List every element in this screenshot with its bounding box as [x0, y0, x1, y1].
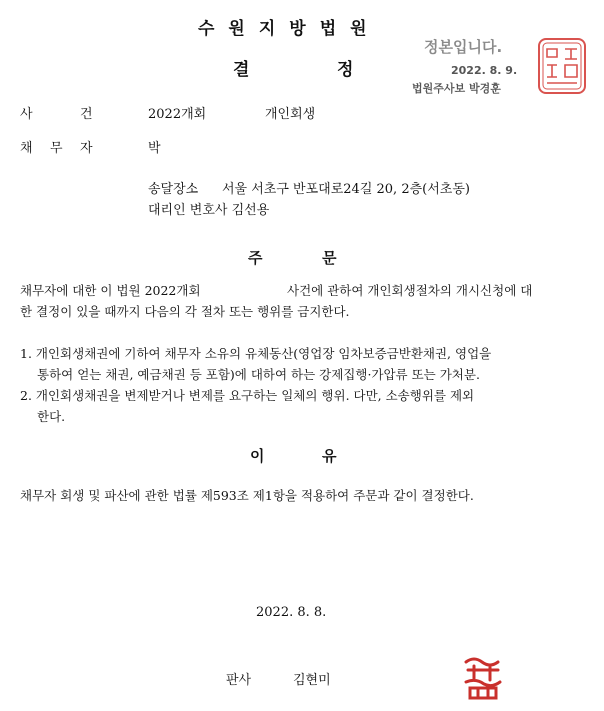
case-number: 2022개회	[148, 107, 207, 122]
order-item-1-line-1: 1. 개인회생채권에 기하여 채무자 소유의 유체동산(영업장 임차보증금반환채권, 영업을	[20, 346, 492, 361]
certification-clerk: 법원주사보 박경훈	[412, 82, 501, 95]
judge-label: 판사	[226, 673, 252, 688]
certification-date: 2022. 8. 9.	[451, 64, 518, 77]
debtor-label-char-2: 무	[50, 141, 63, 156]
order-item-2-line-2: 한다.	[37, 409, 66, 424]
reason-heading-char-2: 유	[322, 447, 337, 465]
delivery-address: 서울 서초구 반포대로24길 20, 2층(서초동)	[222, 182, 470, 197]
legal-agent: 대리인 변호사 김선용	[148, 203, 270, 218]
order-heading-char-2: 문	[322, 249, 337, 267]
reason-text: 채무자 회생 및 파산에 관한 법률 제593조 제1항을 적용하여 주문과 같이 결정한다.	[20, 488, 474, 503]
case-label-char-2: 건	[80, 107, 93, 122]
order-intro-part-2: 사건에 관하여 개인회생절차의 개시신청에 대	[287, 283, 533, 298]
debtor-label-char-1: 채	[20, 141, 33, 156]
doc-type-char-2: 정	[337, 60, 354, 80]
judge-name: 김현미	[293, 673, 331, 688]
order-heading-char-1: 주	[248, 249, 263, 267]
order-intro-line-2: 한 결정이 있을 때까지 다음의 각 절차 또는 행위를 금지한다.	[20, 304, 350, 319]
court-name: 수원지방법원	[198, 19, 381, 39]
delivery-label: 송달장소	[148, 182, 199, 197]
reason-heading-char-1: 이	[250, 447, 265, 465]
court-seal-icon	[537, 37, 587, 95]
doc-type-char-1: 결	[233, 60, 250, 80]
case-label-char-1: 사	[20, 107, 33, 122]
decision-date: 2022. 8. 8.	[256, 605, 327, 620]
order-item-1-line-2: 통하여 얻는 채권, 예금채권 등 포함)에 대하여 하는 강제집행·가압류 또는 가처분.	[37, 367, 480, 382]
certified-copy-label: 정본입니다.	[424, 38, 503, 56]
debtor-label-char-3: 자	[80, 141, 93, 156]
judge-seal-icon	[460, 652, 506, 704]
order-intro-part-1: 채무자에 대한 이 법원 2022개회	[20, 283, 201, 298]
case-type: 개인회생	[265, 107, 316, 122]
order-item-2-line-1: 2. 개인회생채권을 변제받거나 변제를 요구하는 일체의 행위. 다만, 소송행위를 제외	[20, 388, 475, 403]
debtor-name: 박	[148, 141, 161, 156]
